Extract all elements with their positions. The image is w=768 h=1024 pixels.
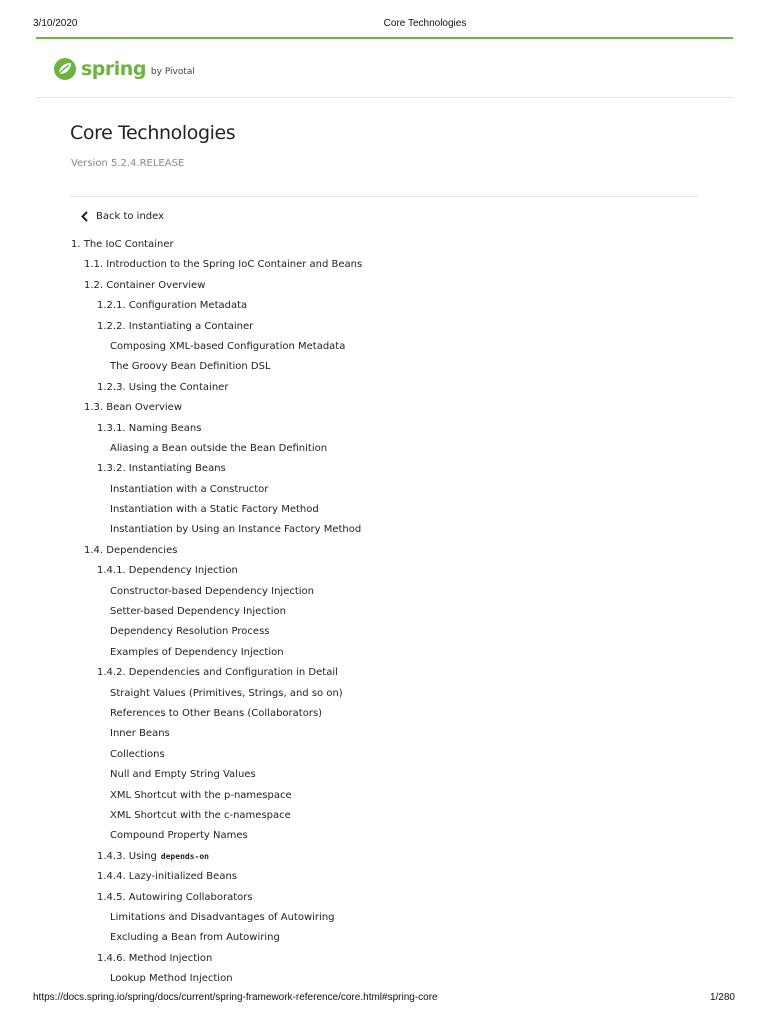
toc-item-label: XML Shortcut with the p-namespace xyxy=(110,789,292,801)
toc-item[interactable] xyxy=(0,480,768,500)
toc-item-label: Straight Values (Primitives, Strings, and so on) xyxy=(110,687,343,699)
print-title: Core Technologies xyxy=(383,18,467,29)
toc-item-label: Aliasing a Bean outside the Bean Definition xyxy=(110,442,328,454)
spring-logo[interactable] xyxy=(53,56,195,82)
toc-item[interactable] xyxy=(0,888,768,908)
print-url: https://docs.spring.io/spring/docs/current/spring-framework-reference/core.html#spring-core xyxy=(33,992,438,1003)
toc-item[interactable] xyxy=(0,745,768,765)
toc-item[interactable] xyxy=(0,928,768,948)
toc-item[interactable] xyxy=(0,643,768,663)
toc-item[interactable] xyxy=(0,704,768,724)
toc-item[interactable] xyxy=(0,378,768,398)
toc-item-label: Lookup Method Injection xyxy=(110,973,233,985)
toc-item[interactable] xyxy=(0,684,768,704)
title-divider xyxy=(70,196,698,197)
toc-item-label: Limitations and Disadvantages of Autowiring xyxy=(110,911,335,923)
toc-item[interactable] xyxy=(0,949,768,969)
toc-item[interactable] xyxy=(0,419,768,439)
toc-item[interactable] xyxy=(0,255,768,275)
toc-item-label: Compound Property Names xyxy=(110,830,248,842)
toc-item-label: Collections xyxy=(110,748,165,760)
toc-item-label: 1.3.2. Instantiating Beans xyxy=(97,463,226,475)
toc-item-label: 1.4. Dependencies xyxy=(84,544,178,556)
toc-item-label: 1.4.3. Using xyxy=(97,850,157,862)
print-footer xyxy=(0,992,768,1008)
toc-item-label: 1.4.2. Dependencies and Configuration in Detail xyxy=(97,667,338,679)
toc-item-label: 1.4.5. Autowiring Collaborators xyxy=(97,891,253,903)
version-label: Version 5.2.4.RELEASE xyxy=(71,158,185,169)
toc-item[interactable] xyxy=(0,337,768,357)
toc-item-label: Excluding a Bean from Autowiring xyxy=(110,932,280,944)
toc-item-label: 1.4.4. Lazy-initialized Beans xyxy=(97,871,237,883)
toc-item[interactable] xyxy=(0,459,768,479)
toc-item-label: 1.3.1. Naming Beans xyxy=(97,422,202,434)
toc-item[interactable] xyxy=(0,765,768,785)
page-number: 1/280 xyxy=(709,992,735,1003)
toc-item-label: The Groovy Bean Definition DSL xyxy=(110,361,271,373)
toc-item[interactable] xyxy=(0,806,768,826)
spring-leaf-icon xyxy=(53,57,77,81)
toc-item[interactable] xyxy=(0,296,768,316)
toc-item-label: References to Other Beans (Collaborators) xyxy=(110,707,323,719)
print-header xyxy=(0,0,768,36)
toc-item[interactable] xyxy=(0,398,768,418)
toc-item-label: Setter-based Dependency Injection xyxy=(110,606,286,618)
toc-item-label: Instantiation with a Constructor xyxy=(110,483,269,495)
toc-item-label: 1.1. Introduction to the Spring IoC Container and Beans xyxy=(84,259,363,271)
toc-item[interactable] xyxy=(0,867,768,887)
toc-item-label: 1.2.1. Configuration Metadata xyxy=(97,300,248,312)
toc-item[interactable] xyxy=(0,847,768,867)
toc-item[interactable] xyxy=(0,520,768,540)
toc-item[interactable] xyxy=(0,235,768,255)
toc-item-label: 1.4.6. Method Injection xyxy=(97,952,213,964)
toc-item[interactable] xyxy=(0,724,768,744)
toc-item-label: Inner Beans xyxy=(110,728,170,740)
toc-item[interactable] xyxy=(0,317,768,337)
table-of-contents xyxy=(0,235,768,989)
toc-item[interactable] xyxy=(0,500,768,520)
toc-item-label: Null and Empty String Values xyxy=(110,769,256,781)
toc-item[interactable] xyxy=(0,602,768,622)
toc-item[interactable] xyxy=(0,969,768,989)
back-to-index-label: Back to index xyxy=(96,211,165,222)
back-to-index-link[interactable] xyxy=(80,211,164,222)
toc-item-label: Constructor-based Dependency Injection xyxy=(110,585,314,597)
header-divider xyxy=(36,97,733,98)
print-date: 3/10/2020 xyxy=(33,18,78,29)
toc-item[interactable] xyxy=(0,908,768,928)
toc-item[interactable] xyxy=(0,786,768,806)
chevron-left-icon xyxy=(80,211,89,222)
toc-item-code: depends-on xyxy=(160,851,209,861)
toc-item-label: 1.2. Container Overview xyxy=(84,279,206,291)
toc-item[interactable] xyxy=(0,439,768,459)
toc-item[interactable] xyxy=(0,561,768,581)
green-divider xyxy=(36,37,733,39)
toc-item[interactable] xyxy=(0,357,768,377)
toc-item-label: Instantiation by Using an Instance Factory Method xyxy=(110,524,362,536)
logo-wordmark: spring xyxy=(81,58,146,80)
toc-item-label: XML Shortcut with the c-namespace xyxy=(110,809,291,821)
toc-item[interactable] xyxy=(0,582,768,602)
logo-by-pivotal: by Pivotal xyxy=(150,66,195,77)
toc-item[interactable] xyxy=(0,622,768,642)
page-title: Core Technologies xyxy=(70,122,236,144)
toc-item-label: Instantiation with a Static Factory Method xyxy=(110,504,319,516)
toc-item[interactable] xyxy=(0,826,768,846)
toc-item-label: 1.3. Bean Overview xyxy=(84,402,182,414)
toc-item-label: Composing XML-based Configuration Metadata xyxy=(110,340,346,352)
toc-item-label: 1.4.1. Dependency Injection xyxy=(97,565,238,577)
toc-item-label: Examples of Dependency Injection xyxy=(110,646,284,658)
toc-item[interactable] xyxy=(0,663,768,683)
toc-item-label: 1.2.2. Instantiating a Container xyxy=(97,320,254,332)
toc-item-label: 1.2.3. Using the Container xyxy=(97,381,229,393)
toc-item-label: Dependency Resolution Process xyxy=(110,626,270,638)
toc-item[interactable] xyxy=(0,541,768,561)
toc-item-label: 1. The IoC Container xyxy=(71,239,174,250)
toc-item[interactable] xyxy=(0,276,768,296)
